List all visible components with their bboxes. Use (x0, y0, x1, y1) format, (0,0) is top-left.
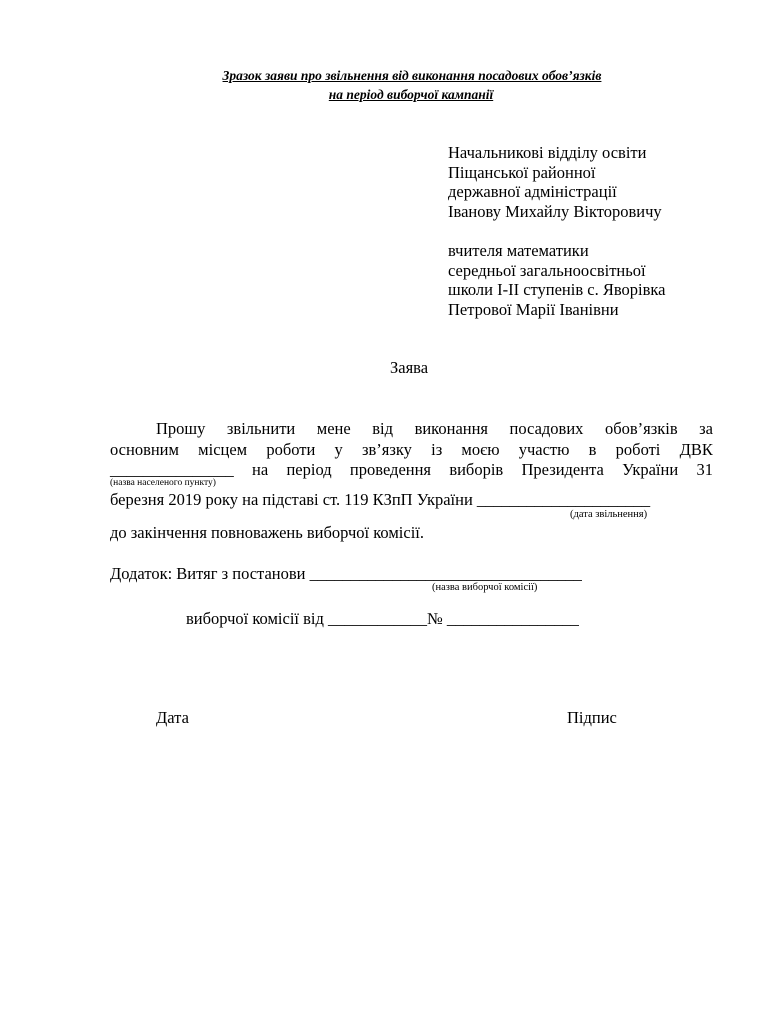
signature-label: Підпис (567, 708, 617, 727)
body-word: у (334, 440, 343, 459)
addressee-block (448, 143, 662, 222)
body-word: посадових (509, 419, 584, 438)
body-word: основним (110, 440, 179, 459)
body-word: місцем (198, 440, 248, 459)
document-title-line-1: Зразок заяви про звільнення від виконання посадових обов’язків (222, 68, 602, 83)
body-word: Президента (521, 460, 604, 479)
body-word: виборів (449, 460, 504, 479)
body-line-4: березня 2019 року на підставі ст. 119 КЗпП України _____________________ (110, 490, 651, 509)
body-word: на (252, 460, 269, 479)
body-word: ДВК (679, 440, 713, 459)
sender-block (448, 241, 665, 320)
body-line-1 (110, 419, 713, 439)
body-word: моєю (461, 440, 500, 459)
body-line-5: до закінчення повноважень виборчої комісії. (110, 523, 424, 542)
sender-line: школи І-ІІ ступенів с. Яворівка (448, 280, 666, 300)
addressee-line: Іванову Михайлу Вікторовичу (448, 202, 662, 222)
body-word: в (588, 440, 597, 459)
sender-line: середньої загальноосвітньої (448, 260, 646, 280)
body-word: від (372, 419, 394, 438)
sender-line: вчителя математики (448, 241, 589, 260)
body-word: мене (316, 419, 351, 438)
body-word: виконання (414, 419, 489, 438)
sender-line: Петрової Марії Іванівни (448, 300, 619, 320)
body-word: роботі (615, 440, 661, 459)
addressee-line: Піщанської районної (448, 162, 596, 182)
appendix-line-2: виборчої комісії від ____________№ ________________ (186, 609, 579, 628)
addressee-line: державної адміністрації (448, 182, 617, 202)
body-word: участю (518, 440, 570, 459)
body-word: проведення (349, 460, 432, 479)
body-line-2 (110, 440, 713, 460)
body-line-3 (110, 460, 713, 480)
addressee-line: Начальникові відділу освіти (448, 143, 647, 162)
document-title-line-2: на період виборчої кампанії (328, 87, 494, 102)
body-word: роботи (266, 440, 316, 459)
body-word: період (286, 460, 332, 479)
body-word: звільнити (226, 419, 296, 438)
body-word: із (431, 440, 443, 459)
body-word: зв’язку (361, 440, 412, 459)
body-word: Прошу (156, 419, 206, 438)
settlement-caption: (назва населеного пункту) (110, 478, 216, 488)
document-heading: Заява (390, 358, 429, 377)
settlement-blank: _______________ (110, 460, 234, 479)
body-word: за (699, 419, 713, 438)
body-word: 31 (696, 460, 713, 479)
body-word: обов’язків (604, 419, 678, 438)
date-label: Дата (156, 708, 189, 727)
dismissal-date-caption: (дата звільнення) (570, 509, 648, 520)
appendix-line: Додаток: Витяг з постанови _________________________________ (110, 564, 582, 583)
commission-caption: (назва виборчої комісії) (432, 582, 538, 593)
body-word: України (622, 460, 679, 479)
